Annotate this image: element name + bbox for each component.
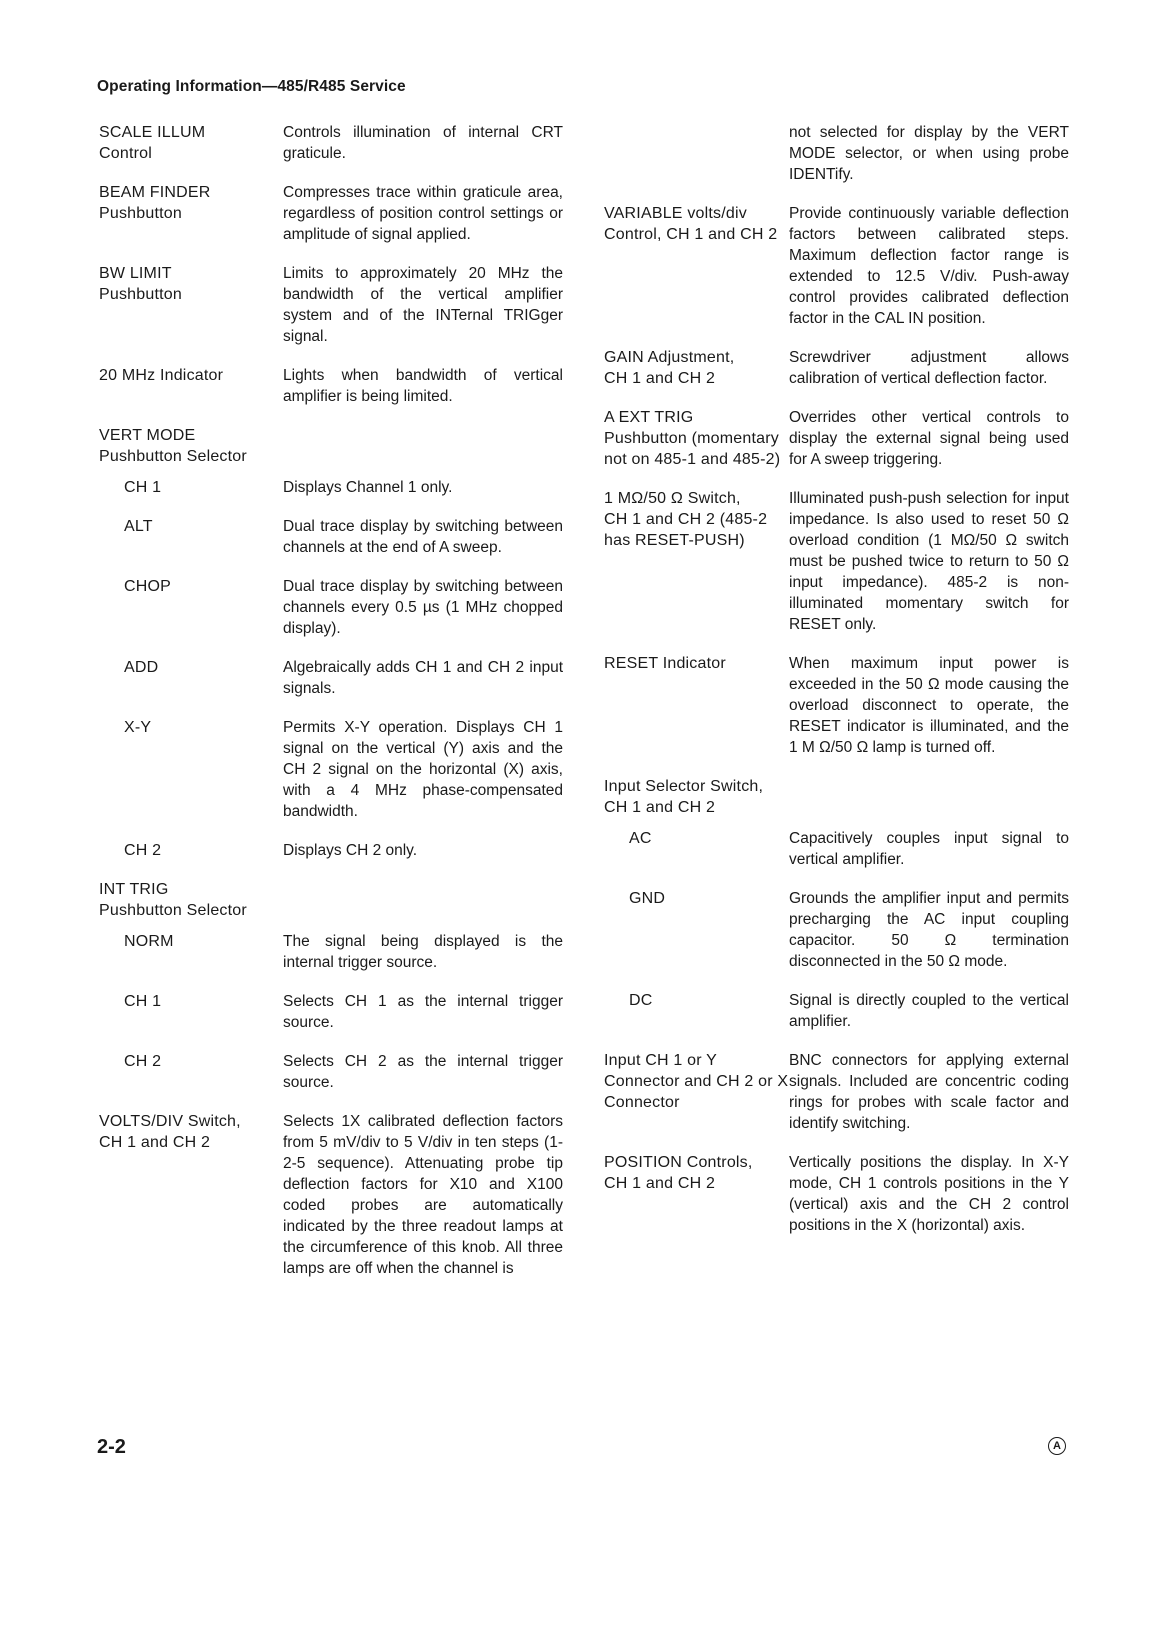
entry-description: Permits X-Y operation. Displays CH 1 signal on the vertical (Y) axis and the CH 2 signal on the horizontal (X) axis, with a 4 MHz phase-compensated bandwidth.	[283, 719, 563, 820]
entry-term: SCALE ILLUM Control	[99, 124, 206, 162]
entry-description: Capacitively couples input signal to vertical amplifier.	[789, 830, 1069, 868]
entry-term: Input CH 1 or Y Connector and CH 2 or X Connector	[604, 1052, 789, 1111]
entry-term: VOLTS/DIV Switch, CH 1 and CH 2	[99, 1113, 241, 1151]
entry-continued	[604, 122, 1074, 185]
entry-term: CH 1	[124, 479, 162, 496]
entry-description: Overrides other vertical controls to display the external signal being used for A sweep triggering.	[789, 409, 1069, 468]
entry-description: Compresses trace within graticule area, regardless of position control settings or amplitude of signal applied.	[283, 184, 563, 243]
entry-vert-ch2	[99, 840, 569, 861]
entry-description: Signal is directly coupled to the vertical amplifier.	[789, 992, 1069, 1030]
entry-description: The signal being displayed is the internal trigger source.	[283, 933, 563, 971]
entry-description: Selects CH 1 as the internal trigger source.	[283, 993, 563, 1031]
entry-term: CH 2	[124, 842, 162, 859]
entry-description: Provide continuously variable deflection factors between calibrated steps. Maximum deflection factor range is extended to 12.5 V/div. Push-away control provides calibrated deflection factor in the CAL IN position.	[789, 205, 1069, 327]
entry-a-ext-trig	[604, 407, 1074, 470]
entry-description: Grounds the amplifier input and permits precharging the AC input coupling capacitor. 50 Ω termination disconnected in the 50 Ω mode.	[789, 890, 1069, 970]
entry-description: not selected for display by the VERT MODE selector, or when using probe IDENTify.	[789, 124, 1069, 183]
entry-term: CHOP	[124, 578, 172, 595]
entry-term: NORM	[124, 933, 174, 950]
entry-trig-ch1	[99, 991, 569, 1033]
entry-description: Selects 1X calibrated deflection factors from 5 mV/div to 5 V/div in ten steps (1-2-5 sequence). Attenuating probe tip deflection factors for X10 and X100 coded probes are automatically indicated by the three readout lamps at the circumference of this knob. All three lamps are off when the channel is	[283, 1113, 563, 1277]
revision-mark: A	[1048, 1437, 1066, 1455]
entry-description: Vertically positions the display. In X-Y mode, CH 1 controls positions in the Y (vertical) axis and the CH 2 control positions in the X (horizontal) axis.	[789, 1154, 1069, 1234]
entry-description: Displays CH 2 only.	[283, 842, 418, 859]
entry-variable-volts-div	[604, 203, 1074, 329]
entry-description: Lights when bandwidth of vertical amplifier is being limited.	[283, 367, 563, 405]
entry-vert-alt	[99, 516, 569, 558]
entry-term: BW LIMIT Pushbutton	[99, 265, 182, 303]
entry-description	[804, 776, 1084, 818]
entry-reset-indicator	[604, 653, 1074, 758]
entry-term: GAIN Adjustment, CH 1 and CH 2	[604, 349, 735, 387]
left-column	[99, 122, 569, 1279]
entry-term: BEAM FINDER Pushbutton	[99, 184, 211, 222]
entry-term: AC	[629, 830, 652, 847]
entry-input-gnd	[604, 888, 1074, 972]
entry-term: INT TRIG Pushbutton Selector	[99, 881, 247, 919]
entry-term: CH 1	[124, 993, 162, 1010]
entry-term: ALT	[124, 518, 153, 535]
entry-term: X-Y	[124, 719, 152, 736]
entry-description: Illuminated push-push selection for input impedance. Is also used to reset 50 Ω overload condition (1 MΩ/50 Ω switch must be pushed twice to return to 50 Ω input impedance). 485-2 is non-illuminated momentary switch for RESET only.	[789, 490, 1069, 633]
entry-description: Controls illumination of internal CRT graticule.	[283, 124, 563, 162]
entry-term: VERT MODE Pushbutton Selector	[99, 427, 247, 465]
entry-input-dc	[604, 990, 1074, 1032]
entry-description: Dual trace display by switching between channels at the end of A sweep.	[283, 518, 563, 556]
entry-term: POSITION Controls, CH 1 and CH 2	[604, 1154, 753, 1192]
entry-input-selector	[604, 776, 1074, 818]
entry-bw-limit	[99, 263, 569, 347]
entry-trig-ch2	[99, 1051, 569, 1093]
right-column	[604, 122, 1074, 1236]
entry-description: Dual trace display by switching between channels every 0.5 µs (1 MHz chopped display).	[283, 578, 563, 637]
entry-vert-ch1	[99, 477, 569, 498]
entry-term: DC	[629, 992, 653, 1009]
entry-term	[604, 122, 789, 185]
entry-20mhz-indicator	[99, 365, 569, 407]
entry-vert-add	[99, 657, 569, 699]
entry-term: Input Selector Switch, CH 1 and CH 2	[604, 778, 764, 816]
entry-vert-mode	[99, 425, 569, 467]
entry-volts-div	[99, 1111, 569, 1279]
entry-vert-xy	[99, 717, 569, 822]
entry-input-ac	[604, 828, 1074, 870]
entry-term: RESET Indicator	[604, 655, 726, 672]
entry-description: Displays Channel 1 only.	[283, 479, 453, 496]
page-header: Operating Information—485/R485 Service	[97, 78, 406, 95]
entry-trig-norm	[99, 931, 569, 973]
entry-description: Screwdriver adjustment allows calibration of vertical deflection factor.	[789, 349, 1069, 387]
entry-beam-finder	[99, 182, 569, 245]
entry-position-controls	[604, 1152, 1074, 1236]
entry-term: 20 MHz Indicator	[99, 367, 224, 384]
entry-description	[283, 879, 563, 921]
entry-gain-adjustment	[604, 347, 1074, 389]
entry-impedance-switch	[604, 488, 1074, 635]
entry-description: When maximum input power is exceeded in the 50 Ω mode causing the overload disconnect to operate, the RESET indicator is illuminated, and the 1 M Ω/50 Ω lamp is turned off.	[789, 655, 1069, 756]
entry-term: CH 2	[124, 1053, 162, 1070]
entry-description: Algebraically adds CH 1 and CH 2 input signals.	[283, 659, 563, 697]
entry-int-trig	[99, 879, 569, 921]
entry-description	[283, 425, 563, 467]
entry-term: GND	[629, 890, 666, 907]
entry-term: A EXT TRIG Pushbutton (momentary not on 485-1 and 485-2)	[604, 409, 781, 468]
entry-description: Selects CH 2 as the internal trigger source.	[283, 1053, 563, 1091]
entry-term: ADD	[124, 659, 159, 676]
entry-term: 1 MΩ/50 Ω Switch, CH 1 and CH 2 (485-2 has RESET-PUSH)	[604, 490, 768, 549]
entry-scale-illum	[99, 122, 569, 164]
entry-vert-chop	[99, 576, 569, 639]
entry-input-connectors	[604, 1050, 1074, 1134]
entry-description: Limits to approximately 20 MHz the bandwidth of the vertical amplifier system and of the INTernal TRIGger signal.	[283, 265, 563, 345]
entry-term: VARIABLE volts/div Control, CH 1 and CH 2	[604, 205, 778, 243]
entry-description: BNC connectors for applying external signals. Included are concentric coding rings for probes with scale factor and identify switching.	[789, 1052, 1069, 1132]
page-number: 2-2	[97, 1436, 126, 1458]
